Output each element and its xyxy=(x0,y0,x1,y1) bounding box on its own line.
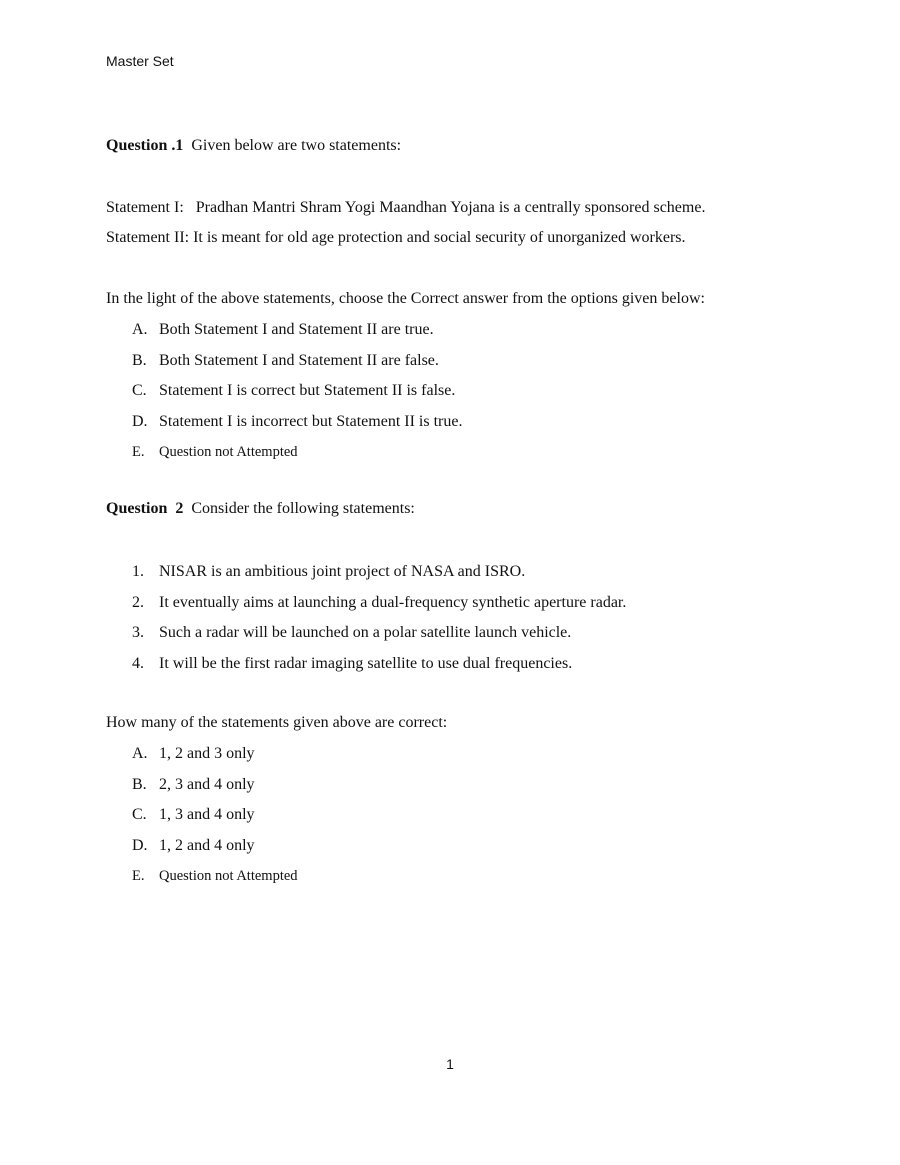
option-item: C. 1, 3 and 4 only xyxy=(132,806,255,823)
statement-item: 2. It eventually aims at launching a dual-frequency synthetic aperture radar. xyxy=(132,593,627,611)
option-item: D. Statement I is incorrect but Statement II is true. xyxy=(132,412,463,430)
statement-item: 4. It will be the first radar imaging satellite to use dual frequencies. xyxy=(132,654,573,672)
question-1-label: Question .1 xyxy=(106,137,184,154)
question-1-statement-2: Statement II: It is meant for old age protection and social security of unorganized workers. xyxy=(106,229,686,246)
question-2-label: Question 2 xyxy=(106,500,184,517)
option-item: B. Both Statement I and Statement II are false. xyxy=(132,351,439,369)
question-1-prompt: Given below are two statements: xyxy=(191,137,402,154)
statement-item: 3. Such a radar will be launched on a polar satellite launch vehicle. xyxy=(132,624,572,641)
option-item: E. Question not Attempted xyxy=(132,444,298,460)
option-item: B. 2, 3 and 4 only xyxy=(132,775,255,793)
question-2-statements xyxy=(132,562,626,684)
option-item: A. Both Statement I and Statement II are true. xyxy=(132,321,434,338)
statement-item: 1. NISAR is an ambitious joint project of NASA and ISRO. xyxy=(132,563,526,580)
question-1-statement-1: Statement I: Pradhan Mantri Shram Yogi Maandhan Yojana is a centrally sponsored scheme. xyxy=(106,199,706,216)
option-item: A. 1, 2 and 3 only xyxy=(132,745,255,762)
option-item: D. 1, 2 and 4 only xyxy=(132,836,255,854)
page-number: 1 xyxy=(446,1056,454,1072)
question-2-title xyxy=(106,500,415,518)
page-header: Master Set xyxy=(106,53,174,69)
question-1-instruction: In the light of the above statements, choose the Correct answer from the options given below: xyxy=(106,290,705,307)
question-1-options xyxy=(132,320,462,473)
question-2-instruction: How many of the statements given above are correct: xyxy=(106,714,448,731)
question-2-options xyxy=(132,744,298,897)
option-item: E. Question not Attempted xyxy=(132,868,298,884)
question-2-prompt: Consider the following statements: xyxy=(191,500,415,517)
option-item: C. Statement I is correct but Statement II is false. xyxy=(132,382,456,399)
question-1-title xyxy=(106,137,401,155)
